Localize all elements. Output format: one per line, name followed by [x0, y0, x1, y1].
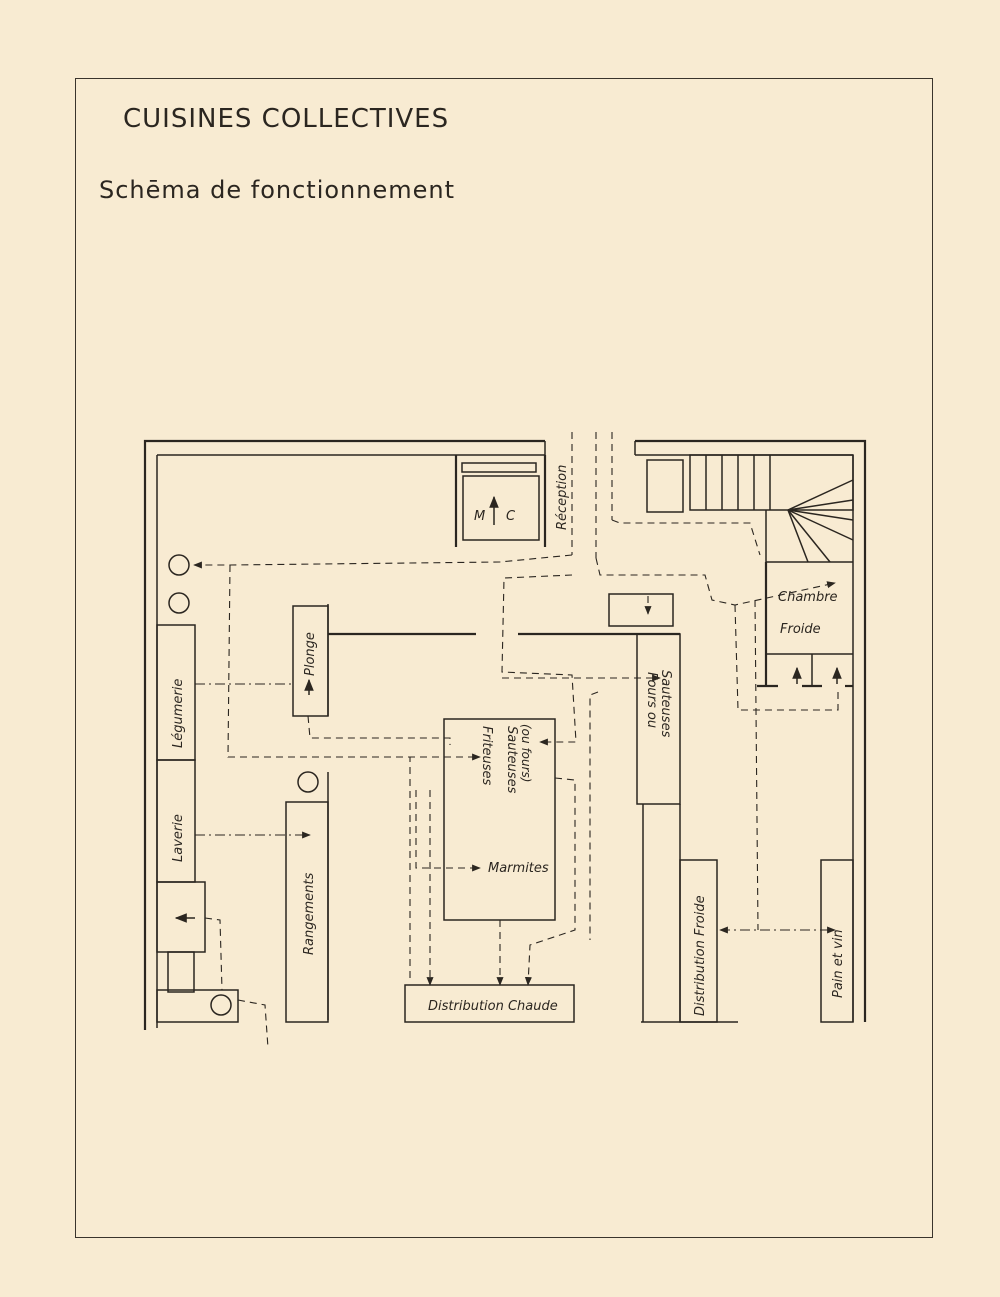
page-title: CUISINES COLLECTIVES [123, 104, 450, 134]
sauteuses-label: Sauteuses [504, 726, 519, 794]
central-island [444, 719, 555, 920]
laverie-label: Laverie [171, 814, 186, 862]
staircase [647, 455, 853, 562]
pass-box [609, 594, 673, 626]
froide-label: Froide [780, 622, 821, 637]
plonge-label: Plonge [303, 632, 318, 676]
rangements-label: Rangements [302, 872, 317, 955]
bin-circle [169, 555, 189, 575]
fours-ou-label: Fours ou [644, 672, 659, 729]
pain-vin-label: Pain et vin [831, 929, 846, 998]
legumerie-label: Légumerie [171, 678, 186, 748]
bin-circle [169, 593, 189, 613]
reception-entry [572, 432, 612, 558]
sauteuses2-label: Sauteuses [658, 670, 673, 738]
page-subtitle: Schēma de fonctionnement [99, 176, 456, 204]
distribution-chaude-label: Distribution Chaude [428, 999, 558, 1014]
partition-walls [328, 604, 680, 1020]
friteuses-label: Friteuses [479, 726, 494, 786]
reception-label: Réception [555, 464, 570, 530]
mc-label-c: C [506, 509, 516, 524]
monte-charge [456, 455, 545, 547]
distribution-froide-label: Distribution Froide [693, 895, 708, 1016]
bin-circle [211, 995, 231, 1015]
chambre-label: Chambre [778, 590, 838, 605]
ou-fours-label: (ou fours) [519, 724, 533, 783]
bin-circle [298, 772, 318, 792]
mc-label-m: M [474, 509, 486, 524]
marmites-label: Marmites [488, 861, 549, 876]
